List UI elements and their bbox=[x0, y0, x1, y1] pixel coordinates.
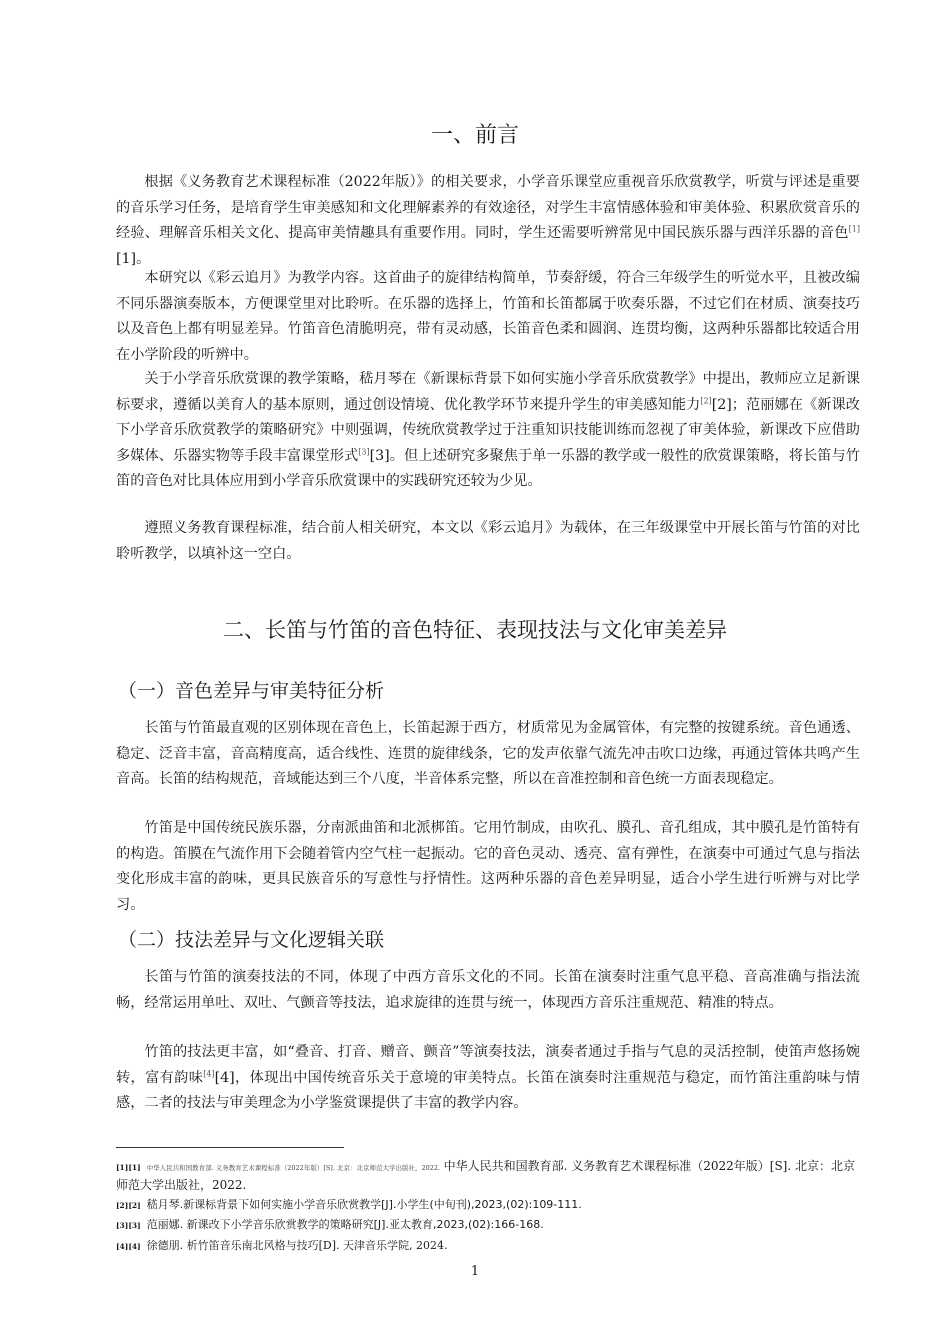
citation-4[interactable]: [4] bbox=[203, 1068, 215, 1078]
footnote-2: [2][2] 嵇月琴.新课标背景下如何实施小学音乐欣赏教学[J].小学生(中旬刊),2023,(02):109-111. bbox=[116, 1198, 582, 1211]
footnote-1: [1][1] 中华人民共和国教育部. 义务教育艺术课程标准（2022年版）[S]. 北京：北京师范大学出版社，2022. 中华人民共和国教育部. 义务教育艺术课程标准（2022年版）[S]. 北京：北京师范大学出版社，2022. bbox=[116, 1159, 855, 1192]
footnote-divider bbox=[116, 1147, 344, 1148]
paragraph-5: 长笛与竹笛最直观的区别体现在音色上，长笛起源于西方，材质常见为金属管体，有完整的按键系统。音色通透、稳定、泛音丰富，音高精度高，适合线性、连贯的旋律线条，它的发声依靠气流先冲击吹口边缘，再通过管体共鸣产生音高。长笛的结构规范，音域能达到三个八度，半音体系完整，所以在音准控制和音色统一方面表现稳定。 bbox=[116, 720, 860, 787]
paragraph-6: 竹笛是中国传统民族乐器，分南派曲笛和北派梆笛。它用竹制成，由吹孔、膜孔、音孔组成，其中膜孔是竹笛特有的构造。笛膜在气流作用下会随着管内空气柱一起振动。它的音色灵动、透亮、富有弹性，在演奏中可通过气息与指法变化形成丰富的韵味，更具民族音乐的写意性与抒情性。这两种乐器的音色差异明显，适合小学生进行听辨与对比学习。 bbox=[116, 820, 860, 913]
footnote-4: [4][4] 徐德朋. 析竹笛音乐南北风格与技巧[D]. 天津音乐学院, 2024. bbox=[116, 1239, 448, 1252]
citation-1[interactable]: [1] bbox=[848, 224, 860, 234]
subsection-title-technique: （二）技法差异与文化逻辑关联 bbox=[118, 929, 385, 951]
paragraph-1: 根据《义务教育艺术课程标准（2022年版）》的相关要求，小学音乐课堂应重视音乐欣赏教学，听赏与评述是重要的音乐学习任务，是培育学生审美感知和文化理解素养的有效途径，对学生丰富情感体验和审美体验、积累欣赏音乐的经验、理解音乐相关文化、提高审美情趣具有重要作用。同时，学生还需要听辨常见中国民族乐器与西洋乐器的音色[1][1]。 bbox=[116, 174, 860, 267]
subsection-title-timbre: （一）音色差异与审美特征分析 bbox=[118, 680, 385, 702]
paragraph-2: 本研究以《彩云追月》为教学内容。这首曲子的旋律结构简单，节奏舒缓，符合三年级学生的听觉水平，且被改编不同乐器演奏版本，方便课堂里对比聆听。在乐器的选择上，竹笛和长笛都属于吹奏乐器，不过它们在材质、演奏技巧以及音色上都有明显差异。竹笛音色清脆明亮，带有灵动感，长笛音色柔和圆润、连贯均衡，这两种乐器都比较适合用在小学阶段的听辨中。 bbox=[116, 270, 860, 363]
footnote-3: [3][3] 范丽娜. 新课改下小学音乐欣赏教学的策略研究[J].亚太教育,2023,(02):166-168. bbox=[116, 1218, 544, 1231]
citation-3[interactable]: [3] bbox=[358, 446, 370, 456]
section-title-2: 二、长笛与竹笛的音色特征、表现技法与文化审美差异 bbox=[223, 618, 727, 642]
citation-2[interactable]: [2] bbox=[700, 395, 712, 405]
paragraph-8: 竹笛的技法更丰富，如“叠音、打音、赠音、颤音”等演奏技法，演奏者通过手指与气息的灵活控制，使笛声悠扬婉转，富有韵味[4][4]，体现出中国传统音乐关于意境的审美特点。长笛在演奏时注重规范与稳定，而竹笛注重韵味与情感，二者的技法与审美理念为小学鉴赏课提供了丰富的教学内容。 bbox=[116, 1044, 860, 1111]
paragraph-3: 关于小学音乐欣赏课的教学策略，嵇月琴在《新课标背景下如何实施小学音乐欣赏教学》中提出，教师应立足新课标要求，遵循以美育人的基本原则，通过创设情境、优化教学环节来提升学生的审美感知能力[2][2]；范丽娜在《新课改下小学音乐欣赏教学的策略研究》中则强调，传统欣赏教学过于注重知识技能训练而忽视了审美体验，新课改下应借助多媒体、乐器实物等手段丰富课堂形式[3][3]。但上述研究多聚焦于单一乐器的教学或一般性的欣赏课策略，将长笛与竹笛的音色对比具体应用到小学音乐欣赏课中的实践研究还较为少见。 bbox=[116, 371, 860, 489]
paragraph-4: 遵照义务教育课程标准，结合前人相关研究，本文以《彩云追月》为载体，在三年级课堂中开展长笛与竹笛的对比聆听教学，以填补这一空白。 bbox=[116, 520, 860, 562]
page-number: 1 bbox=[470, 1264, 480, 1279]
paragraph-7: 长笛与竹笛的演奏技法的不同，体现了中西方音乐文化的不同。长笛在演奏时注重气息平稳、音高准确与指法流畅，经常运用单吐、双吐、气颤音等技法，追求旋律的连贯与统一，体现西方音乐注重规范、精准的特点。 bbox=[116, 969, 860, 1011]
section-title-preface: 一、前言 bbox=[430, 123, 519, 148]
